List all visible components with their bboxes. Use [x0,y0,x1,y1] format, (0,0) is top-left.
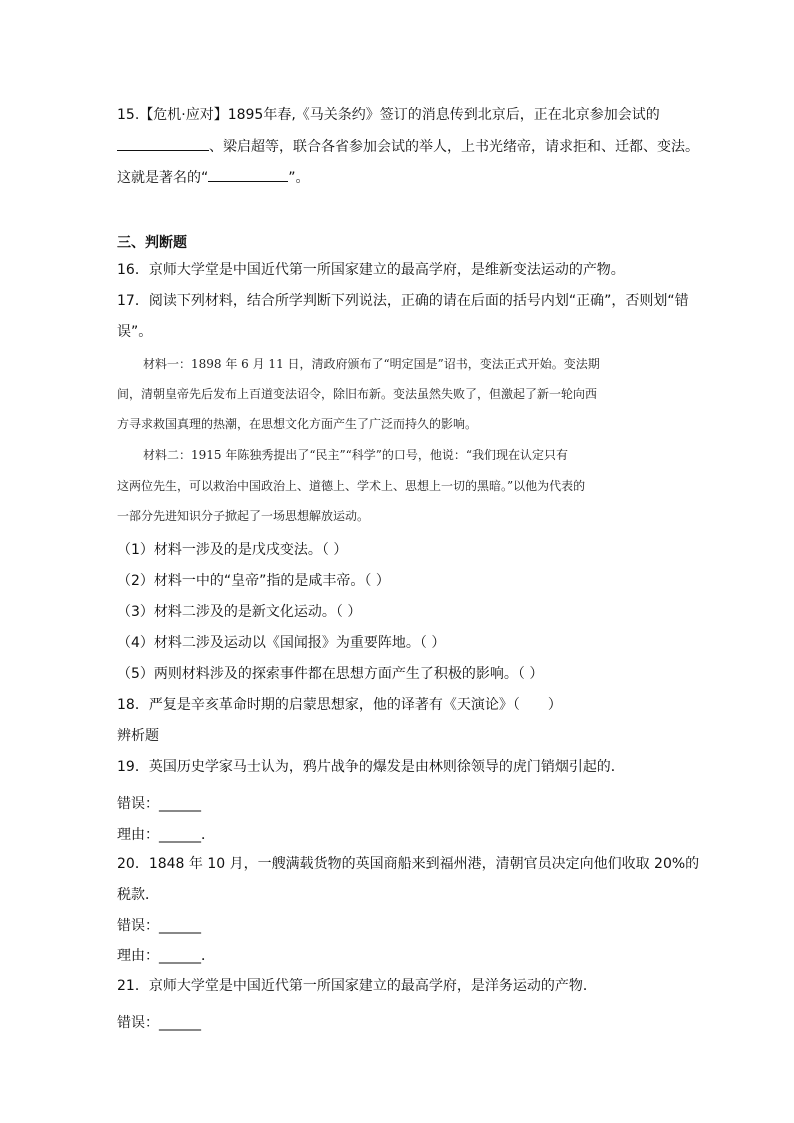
q17-material2-line2: 这两位先生，可以救治中国政治上、道德上、学术上、思想上一切的黑暗。”以他为代表的 [117,479,586,493]
section-title-judgement: 三、判断题 [117,235,187,251]
q21-error-field: 错误：______ [117,1015,201,1031]
q20-error-field: 错误：______ [117,918,201,934]
q15-blank-1 [117,137,209,151]
q17-material2-line1: 材料二：1915 年陈独秀提出了“民主”“科学”的口号，他说：“我们现在认定只有 [143,448,569,462]
q15-line3-start: 这就是著名的“ [117,170,209,186]
q15-line2 [117,137,699,156]
q17-material2-line3: 一部分先进知识分子掀起了一场思想解放运动。 [117,509,370,523]
q15-line1: 15.【危机·应对】1895年春,《马关条约》签订的消息传到北京后，正在北京参加会试的 [117,107,660,123]
q17-item-2: （2）材料一中的“皇帝”指的是咸丰帝。（ ） [117,573,390,589]
q17-line1: 17．阅读下列材料，结合所学判断下列说法，正确的请在后面的括号内划“正确”，否则划“错 [117,293,689,309]
q20-line2: 税款． [117,887,159,903]
q15-blank-2 [208,168,288,182]
q19-reason-field: 理由：______． [117,827,215,843]
q17-item-5: （5）两则材料涉及的探索事件都在思想方面产生了积极的影响。（ ） [117,666,544,682]
q19-error-field: 错误：______ [117,796,201,812]
q15-line3-end: ”。 [288,170,310,186]
q20-reason-field: 理由：______． [117,948,215,964]
q19-text: 19．英国历史学家马士认为，鸦片战争的爆发是由林则徐领导的虎门销烟引起的． [117,759,625,775]
q17-material1-line2: 间，清朝皇帝先后发布上百道变法诏令，除旧布新。变法虽然失败了，但激起了新一轮向西 [117,387,598,401]
q17-line2: 误”。 [117,324,153,340]
section-title-analysis: 辨析题 [117,728,159,744]
q20-line1: 20．1848 年 10 月，一艘满载货物的英国商船来到福州港，清朝官员决定向他们收取 20%的 [117,856,700,872]
q17-item-3: （3）材料二涉及的是新文化运动。（ ） [117,604,362,620]
q17-material1-line1: 材料一：1898 年 6 月 11 日，清政府颁布了“明定国是”诏书，变法正式开始。变法期 [143,357,600,371]
q18-text: 18．严复是辛亥革命时期的启蒙思想家，他的译著有《天演论》（ ） [117,697,562,713]
q17-material1-line3: 方寻求救国真理的热潮，在思想文化方面产生了广泛而持久的影响。 [117,417,478,431]
q17-item-4: （4）材料二涉及运动以《国闻报》为重要阵地。（ ） [117,635,446,651]
q16-text: 16．京师大学堂是中国近代第一所国家建立的最高学府，是维新变法运动的产物。 [117,262,625,278]
q15-line3 [117,168,310,187]
q17-item-1: （1）材料一涉及的是戊戌变法。（ ） [117,542,348,558]
q21-text: 21．京师大学堂是中国近代第一所国家建立的最高学府，是洋务运动的产物． [117,978,597,994]
q15-line2-text: 、梁启超等，联合各省参加会试的举人，上书光绪帝，请求拒和、迁都、变法。 [209,139,699,155]
